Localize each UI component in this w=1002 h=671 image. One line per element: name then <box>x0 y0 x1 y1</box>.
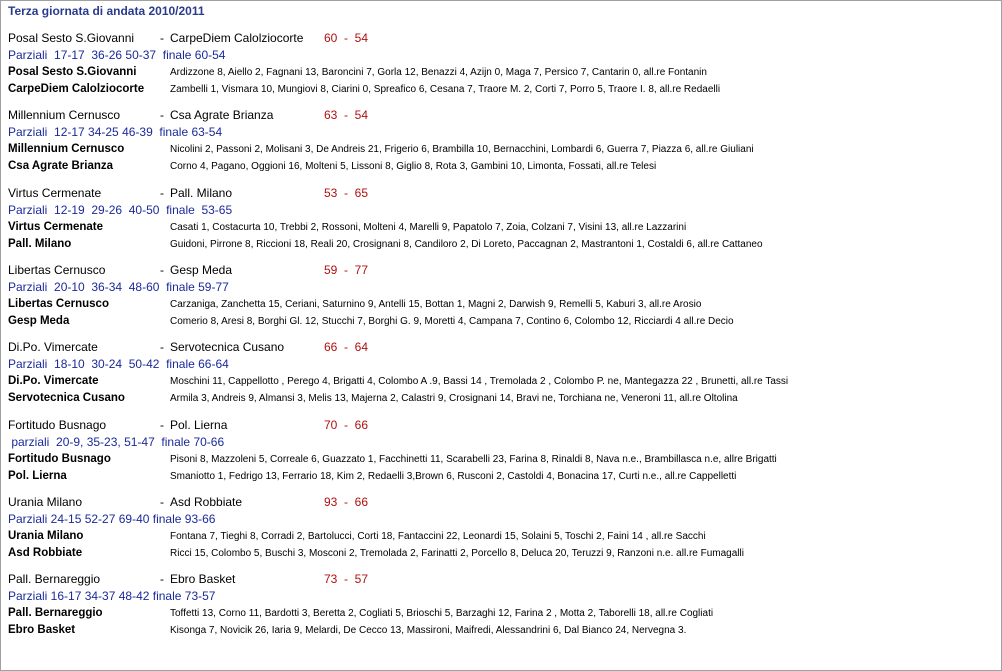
away-team-name: Pall. Milano <box>170 185 233 200</box>
away-roster-team: Gesp Meda <box>8 314 70 327</box>
game-block <box>0 340 1000 417</box>
home-team-name: Millennium Cernusco <box>8 108 121 123</box>
match-separator: - <box>160 340 164 355</box>
away-roster-players: Guidoni, Pirrone 8, Riccioni 18, Reali 20, Crosignani 8, Candiloro 2, Di Loreto, Paccagnan 2, Mastrantoni 1, Costaldi 6, all.re Cattaneo <box>170 238 763 250</box>
home-roster-team: Posal Sesto S.Giovanni <box>8 66 137 78</box>
home-roster-players: Toffetti 13, Corno 11, Bardotti 3, Beretta 2, Cogliati 5, Brioschi 5, Barzaghi 12, Farina 2 , Motta 2, Taborelli 18, all.re Cogliati <box>170 608 714 620</box>
game-block <box>0 572 1000 649</box>
home-roster-team: Fortitudo Busnago <box>8 452 111 465</box>
home-team-name: Pall. Bernareggio <box>8 572 101 587</box>
away-roster-players: Corno 4, Pagano, Oggioni 16, Molteni 5, Lissoni 8, Giglio 8, Rota 3, Gambini 10, Limonta, Fossati, all.re Telesi <box>170 161 657 173</box>
home-roster-players: Carzaniga, Zanchetta 15, Ceriani, Saturnino 9, Antelli 15, Bottan 1, Magni 2, Darwish 9, Remelli 5, Kaburi 3, all.re Arosio <box>170 298 702 310</box>
partial-scores: Parziali 18-10 30-24 50-42 finale 66-64 <box>8 357 229 372</box>
home-team-name: Di.Po. Vimercate <box>8 340 98 355</box>
final-score: 73 - 57 <box>324 572 369 587</box>
final-score: 70 - 66 <box>324 417 369 432</box>
away-roster-team: CarpeDiem Calolziocorte <box>8 83 145 95</box>
final-score: 53 - 65 <box>324 185 369 200</box>
partial-scores: Parziali 20-10 36-34 48-60 finale 59-77 <box>8 279 229 294</box>
away-team-name: Servotecnica Cusano <box>170 340 285 355</box>
away-team-name: Gesp Meda <box>170 262 233 277</box>
match-separator: - <box>160 262 164 277</box>
final-score: 59 - 77 <box>324 262 369 277</box>
away-team-name: CarpeDiem Calolziocorte <box>170 31 304 45</box>
final-score: 63 - 54 <box>324 108 369 123</box>
home-roster-team: Di.Po. Vimercate <box>8 375 99 388</box>
game-block <box>0 495 1000 572</box>
away-team-name: Csa Agrate Brianza <box>170 108 274 123</box>
away-team-name: Asd Robbiate <box>170 494 243 509</box>
partial-scores: parziali 20-9, 35-23, 51-47 finale 70-66 <box>8 434 225 449</box>
home-roster-team: Virtus Cermenate <box>8 220 104 233</box>
match-separator: - <box>160 185 164 200</box>
partial-scores: Parziali 12-17 34-25 46-39 finale 63-54 <box>8 125 223 140</box>
away-roster-players: Armila 3, Andreis 9, Almansi 3, Melis 13, Majerna 2, Calastri 9, Crosignani 14, Bravi ne, Torchiana ne, Veneroni 11, all.re Oltolina <box>170 393 738 405</box>
home-team-name: Libertas Cernusco <box>8 262 106 277</box>
home-roster-team: Libertas Cernusco <box>8 297 109 310</box>
partial-scores: Parziali 12-19 29-26 40-50 finale 53-65 <box>8 202 233 217</box>
match-separator: - <box>160 494 164 509</box>
match-separator: - <box>160 31 164 45</box>
game-block <box>0 263 1000 340</box>
game-block <box>0 186 1000 263</box>
home-roster-players: Nicolini 2, Passoni 2, Molisani 3, De Andreis 21, Frigerio 6, Brambilla 10, Bernacchini, Lombardi 6, Guerra 7, Piazza 6, all.re Giuliani <box>170 144 754 156</box>
home-roster-team: Pall. Bernareggio <box>8 607 103 620</box>
away-roster-team: Pall. Milano <box>8 237 72 250</box>
match-separator: - <box>160 108 164 123</box>
home-roster-players: Moschini 11, Cappellotto , Perego 4, Brigatti 4, Colombo A .9, Bassi 14 , Tremolada 2 , Colombo P. ne, Mantegazza 22 , Brunetti, all.re Tassi <box>170 376 789 388</box>
home-roster-team: Urania Milano <box>8 529 84 542</box>
away-roster-players: Kisonga 7, Novicik 26, Iaria 9, Melardi, De Cecco 13, Massironi, Maifredi, Alessandrini 6, Dal Bianco 24, Nervegna 3. <box>170 625 687 637</box>
final-score: 93 - 66 <box>324 494 369 509</box>
home-roster-players: Pisoni 8, Mazzoleni 5, Correale 6, Guazzato 1, Facchinetti 11, Scarabelli 23, Farina 8, Rinaldi 8, Nava n.e., Brambillasca n.e, allre Brigatti <box>170 453 777 465</box>
game-block <box>0 418 1000 495</box>
away-roster-players: Zambelli 1, Vismara 10, Mungiovi 8, Ciarini 0, Spreafico 6, Cesana 7, Traore M. 2, Corti 7, Porro 5, Traore I. 8, all.re Redaelli <box>170 84 721 95</box>
away-team-name: Ebro Basket <box>170 572 236 587</box>
home-roster-players: Ardizzone 8, Aiello 2, Fagnani 13, Baroncini 7, Gorla 12, Benazzi 4, Azijn 0, Maga 7, Persico 7, Cantarin 0, all.re Fontanin <box>170 67 707 78</box>
home-team-name: Posal Sesto S.Giovanni <box>8 31 135 45</box>
partial-scores: Parziali 16-17 34-37 48-42 finale 73-57 <box>8 589 216 604</box>
game-block <box>0 31 1000 108</box>
partial-scores: Parziali 24-15 52-27 69-40 finale 93-66 <box>8 511 216 526</box>
home-roster-players: Fontana 7, Tieghi 8, Corradi 2, Bartolucci, Corti 18, Fantaccini 22, Leonardi 15, Solaini 5, Toschi 2, Faini 14 , all.re Sacchi <box>170 530 706 542</box>
match-separator: - <box>160 417 164 432</box>
home-team-name: Virtus Cermenate <box>8 185 102 200</box>
home-roster-players: Casati 1, Costacurta 10, Trebbi 2, Rossoni, Molteni 4, Marelli 9, Papatolo 7, Zoia, Colzani 7, Visini 13, all.re Lazzarini <box>170 221 687 233</box>
home-team-name: Fortitudo Busnago <box>8 417 107 432</box>
away-roster-team: Asd Robbiate <box>8 546 83 559</box>
match-separator: - <box>160 572 164 587</box>
partial-scores: Parziali 17-17 36-26 50-37 finale 60-54 <box>8 48 226 62</box>
home-roster-team: Millennium Cernusco <box>8 143 125 156</box>
away-roster-players: Comerio 8, Aresi 8, Borghi Gl. 12, Stucchi 7, Borghi G. 9, Moretti 4, Campana 7, Contino 6, Colombo 12, Ricciardi 4 all.re Decio <box>170 315 734 327</box>
game-block <box>0 108 1000 185</box>
away-team-name: Pol. Lierna <box>170 417 228 432</box>
away-roster-players: Ricci 15, Colombo 5, Buschi 3, Mosconi 2, Tremolada 2, Farinatti 2, Porcello 8, Deluca 20, Teruzzi 9, Ranzoni n.e. all.re Fumagalli <box>170 547 744 559</box>
away-roster-team: Ebro Basket <box>8 624 76 637</box>
away-roster-team: Csa Agrate Brianza <box>8 160 114 173</box>
final-score: 60 - 54 <box>324 31 369 45</box>
final-score: 66 - 64 <box>324 340 369 355</box>
home-team-name: Urania Milano <box>8 494 83 509</box>
away-roster-players: Smaniotto 1, Fedrigo 13, Ferrario 18, Kim 2, Redaelli 3,Brown 6, Rusconi 2, Castoldi 4, Bonacina 17, Curti n.e., all.re Cappelletti <box>170 470 737 482</box>
page-title: Terza giornata di andata 2010/2011 <box>8 4 205 18</box>
away-roster-team: Pol. Lierna <box>8 469 67 482</box>
away-roster-team: Servotecnica Cusano <box>8 392 125 405</box>
